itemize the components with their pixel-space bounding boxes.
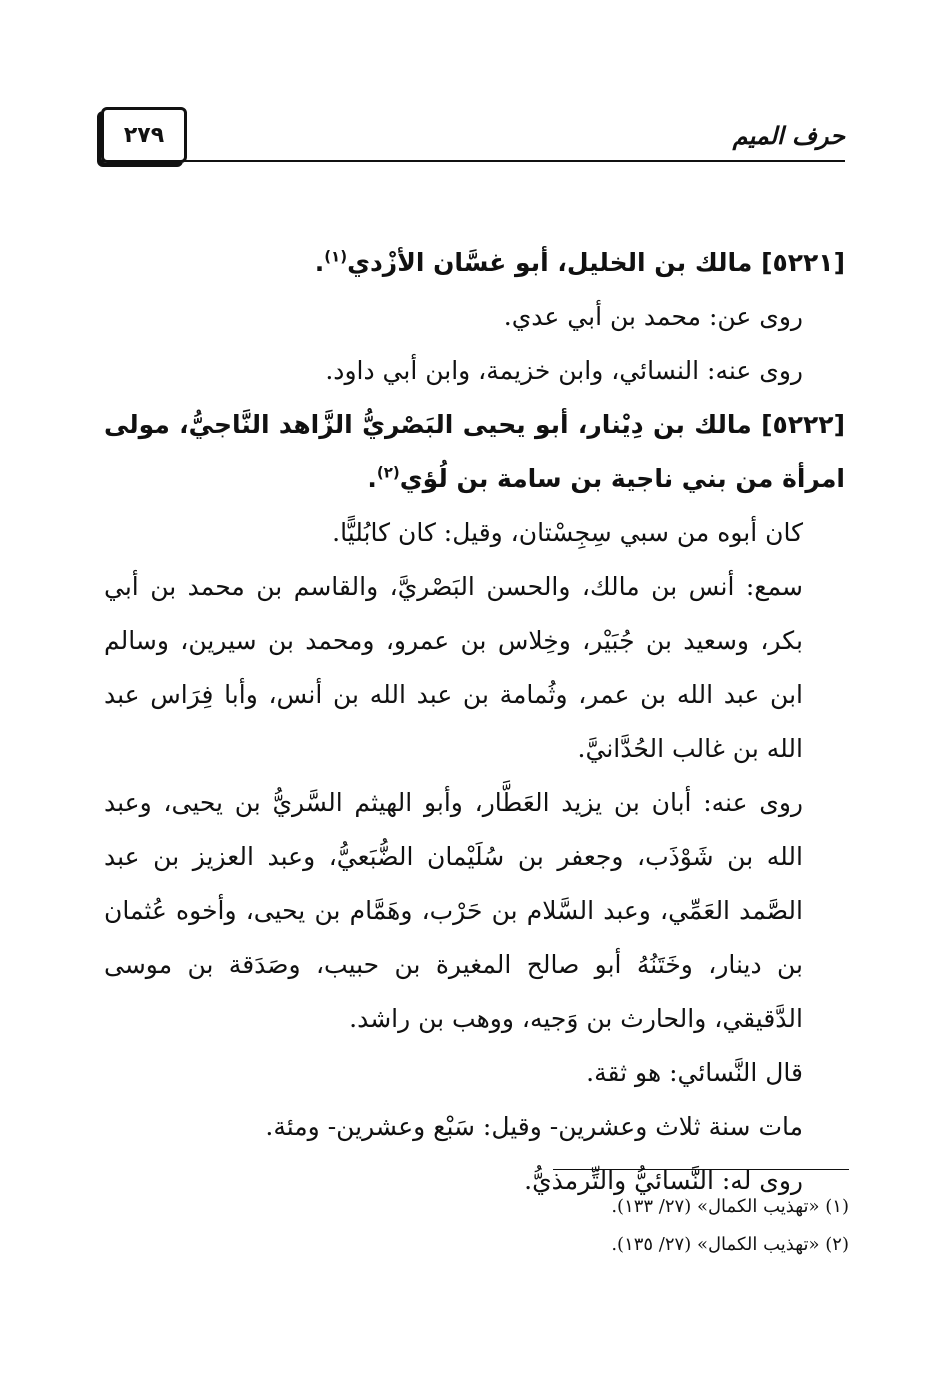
paragraph: قال النَّسائي: هو ثقة. <box>586 1058 803 1087</box>
footnote-divider <box>553 1169 849 1170</box>
paragraph: سمع: أنس بن مالك، والحسن البَصْريَّ، والقاسم بن محمد بن أبي بكر، وسعيد بن جُبَيْر، وخِلاس بن عمرو، ومحمد بن سيرين، وسالم ابن عبد الله بن عمر، وثُمامة بن عبد الله بن أنس، وأبا فِرَاس عبد الله بن غالب الحُدَّانيَّ. <box>104 572 803 763</box>
footnote-marker: (١) <box>324 247 348 266</box>
entry-heading-text: [٥٢٢١] مالك بن الخليل، أبو غسَّان الأزْدي <box>347 248 845 277</box>
paragraph: مات سنة ثلاث وعشرين- وقيل: سَبْع وعشرين- ومئة. <box>265 1112 803 1141</box>
entry-heading-end: . <box>314 248 325 277</box>
footnote: (١) «تهذيب الكمال» (٢٧/ ١٣٣). <box>611 1196 849 1217</box>
entry-heading-text: [٥٢٢٢] مالك بن دِيْنار، أبو يحيى البَصْريُّ الزَّاهد النَّاجيُّ، مولى امرأة من بني ناجية بن سامة بن لُؤي <box>104 410 845 493</box>
header-divider <box>101 160 845 162</box>
main-text <box>104 236 845 1208</box>
entry-heading-end: . <box>367 464 377 493</box>
entry-heading <box>104 236 845 290</box>
running-title: حرف الميم <box>732 122 845 150</box>
footnote-marker: (٢) <box>376 463 400 482</box>
paragraph: روى عنه: النسائي، وابن خزيمة، وابن أبي داود. <box>325 356 803 385</box>
entry-heading <box>104 398 845 506</box>
page-number: ٢٧٩ <box>101 107 187 163</box>
paragraph: روى عنه: أبان بن يزيد العَطَّار، وأبو الهيثم السَّريُّ بن يحيى، وعبد الله بن شَوْذَب، وجعفر بن سُلَيْمان الضُّبَعيُّ، وعبد العزيز بن عبد الصَّمد العَمِّي، وعبد السَّلام بن حَرْب، وهَمَّام بن يحيى، وأخوه عُثمان بن دينار، وخَتَنُهُ أبو صالح المغيرة بن حبيب، وصَدَقة بن موسى الدَّقيقي، والحارث بن وَجيه، ووهب بن راشد. <box>104 788 803 1033</box>
footnotes <box>104 1188 849 1264</box>
footnote: (٢) «تهذيب الكمال» (٢٧/ ١٣٥). <box>611 1234 849 1255</box>
paragraph: روى عن: محمد بن أبي عدي. <box>503 302 803 331</box>
paragraph: كان أبوه من سبي سِجِسْتان، وقيل: كان كابُليًّا. <box>332 518 803 547</box>
paragraph: روى له: النَّسائيُّ والتِّرمذيُّ. <box>524 1166 803 1195</box>
